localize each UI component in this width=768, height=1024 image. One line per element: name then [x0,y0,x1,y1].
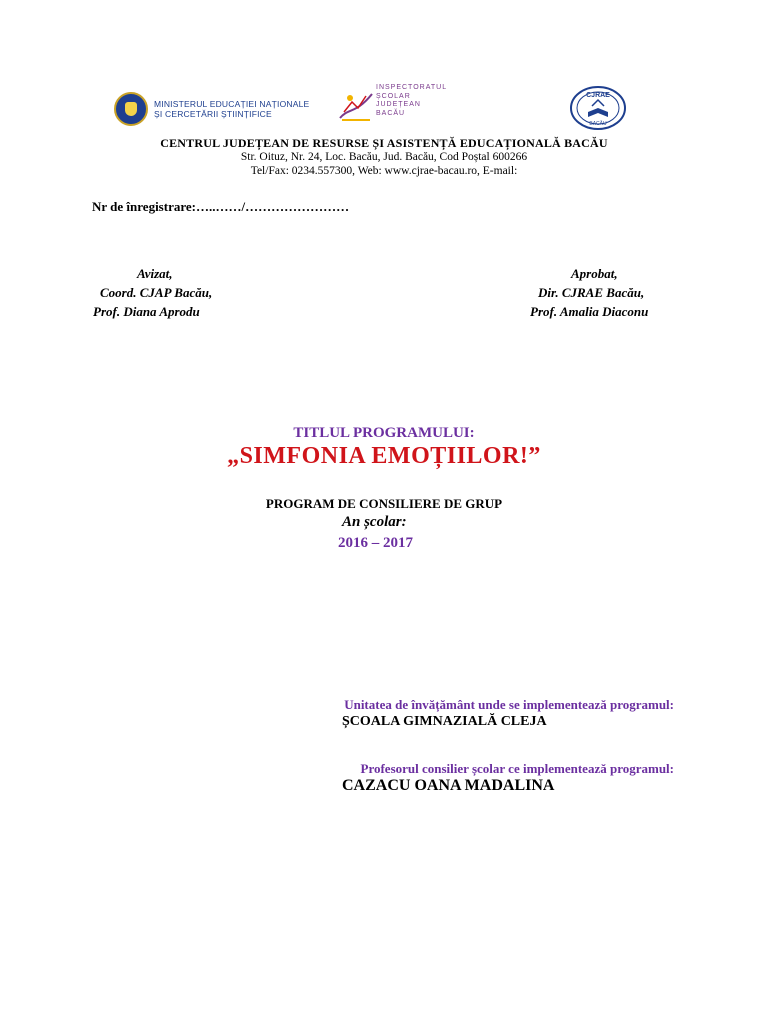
cjrae-logo [568,84,628,132]
counselor-label: Profesorul consilier școlar ce implementează programul: [360,761,674,776]
program-type: PROGRAM DE CONSILIERE DE GRUP [265,496,503,511]
isj-text [376,84,447,118]
institution-name: CENTRUL JUDEȚEAN DE RESURSE ȘI ASISTENȚĂ EDUCAȚIONALĂ BACĂU [160,136,608,150]
institution-contact: Tel/Fax: 0234.557300, Web: www.cjrae-bacau.ro, E-mail: [250,165,518,177]
cjrae-emblem-icon [568,84,628,132]
ministry-name-line1: MINISTERUL EDUCAȚIEI NAȚIONALE [154,99,310,109]
isj-line1: INSPECTORATUL [376,84,448,91]
school-unit-label: Unitatea de învățământ unde se implementează programul: [344,697,674,712]
isj-logo [338,84,446,124]
cjrae-bottom-text: BACĂU [589,121,607,127]
counselor-name: CAZACU OANA MADALINA [342,777,555,794]
school-unit-name: ȘCOALA GIMNAZIALĂ CLEJA [342,714,547,729]
isj-emblem-icon [338,88,374,122]
ministry-name-line2: ȘI CERCETĂRII ȘTIINȚIFICE [154,109,272,119]
approval-left-line2: Coord. CJAP Bacău, [100,285,213,300]
coat-of-arms-icon [114,92,148,126]
ministry-name [154,99,309,119]
approval-left-line1: Avizat, [137,266,173,281]
institution-address: Str. Oituz, Nr. 24, Loc. Bacău, Jud. Bacău, Cod Poștal 600266 [240,151,528,163]
ministry-logo [114,90,314,128]
approval-right-line1: Aprobat, [571,266,618,281]
school-year: 2016 – 2017 [338,535,413,551]
isj-line3: JUDEȚEAN [376,101,421,108]
isj-line4: BACĂU [376,109,406,117]
cjrae-top-text: CJRAE [586,92,610,99]
approval-right-line3: Prof. Amalia Diaconu [530,304,649,319]
registration-number: Nr de înregistrare:…..……/…………………… [92,199,350,214]
approval-right-line2: Dir. CJRAE Bacău, [538,285,645,300]
approval-left-line3: Prof. Diana Aprodu [93,304,200,319]
isj-line2: ȘCOLAR [376,92,411,100]
program-title: „SIMFONIA EMOȚIILOR!” [227,443,541,469]
school-year-label: An școlar: [342,514,407,530]
program-title-label: TITLUL PROGRAMULUI: [293,425,475,441]
